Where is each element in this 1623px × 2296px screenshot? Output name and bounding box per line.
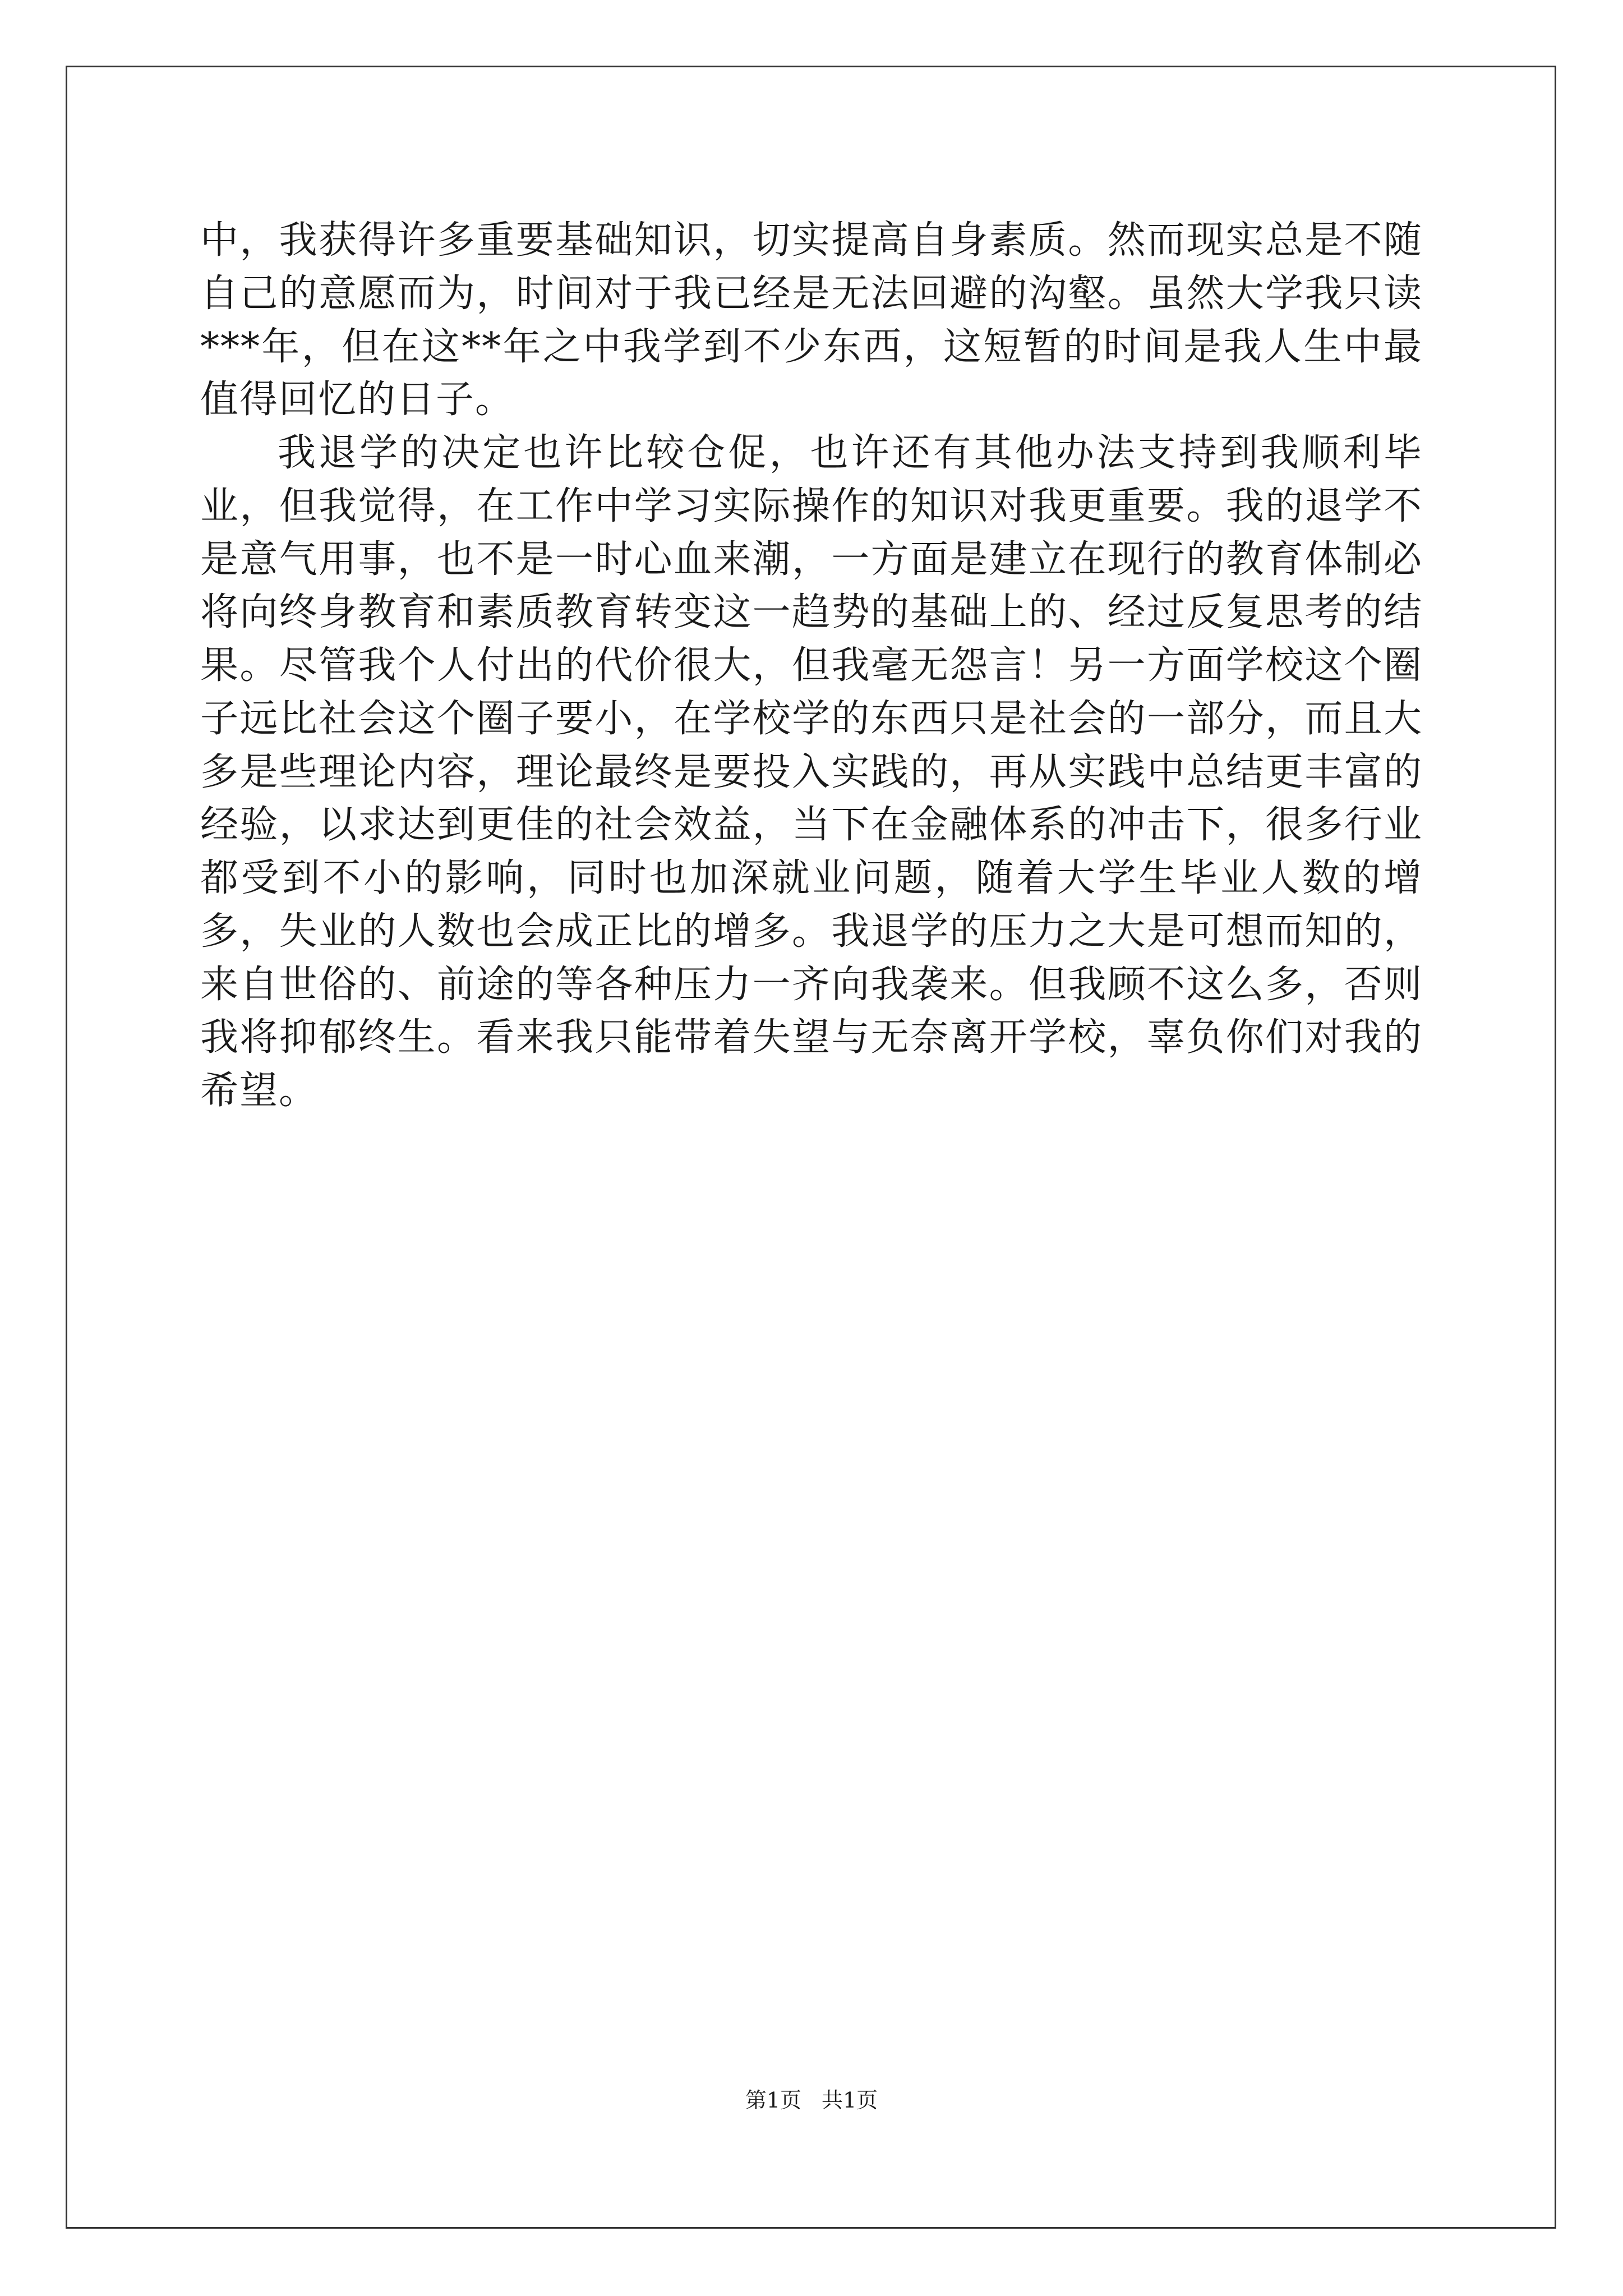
page-number: 第1页: [745, 2088, 801, 2113]
page-total: 共1页: [822, 2088, 878, 2113]
page-footer: [0, 2087, 1623, 2114]
paragraph-1: 中，我获得许多重要基础知识，切实提高自身素质。然而现实总是不随自己的意愿而为，时间对于我已经是无法回避的沟壑。虽然大学我只读***年，但在这**年之中我学到不少东西，这短暂的时间是我人生中最值得回忆的日子。: [200, 218, 1423, 422]
document-body: [200, 214, 1423, 1118]
paragraph-2: 我退学的决定也许比较仓促，也许还有其他办法支持到我顺利毕业，但我觉得，在工作中学习实际操作的知识对我更重要。我的退学不是意气用事，也不是一时心血来潮，一方面是建立在现行的教育体制必将向终身教育和素质教育转变这一趋势的基础上的、经过反复思考的结果。尽管我个人付出的代价很大，但我毫无怨言！另一方面学校这个圈子远比社会这个圈子要小，在学校学的东西只是社会的一部分，而且大多是些理论内容，理论最终是要投入实践的，再从实践中总结更丰富的经验，以求达到更佳的社会效益，当下在金融体系的冲击下，很多行业都受到不小的影响，同时也加深就业问题，随着大学生毕业人数的增多，失业的人数也会成正比的增多。我退学的压力之大是可想而知的，来自世俗的、前途的等各种压力一齐向我袭来。但我顾不这么多，否则我将抑郁终生。看来我只能带着失望与无奈离开学校，辜负你们对我的希望。: [200, 431, 1423, 1113]
